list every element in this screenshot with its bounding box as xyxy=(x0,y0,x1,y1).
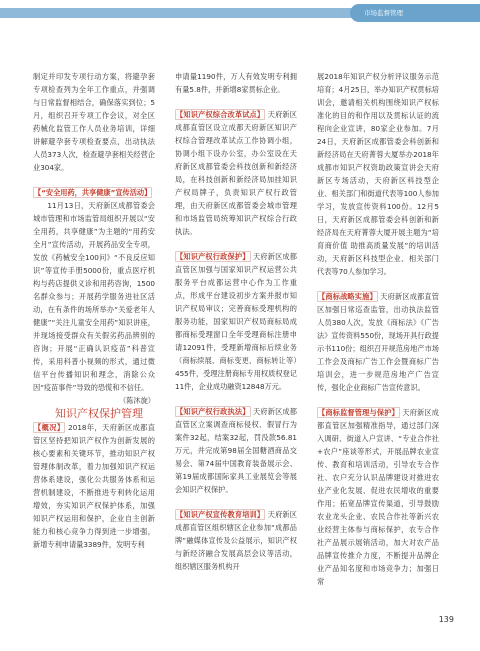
paragraph-text: 天府新区成都直管区加强日常巡查监管，出动执法监管人员380人次，发放《商标法》《广告法》宣传资料550份，现场开具行政提示书110份；组织召开规范房地产市场工作会及商标广告工作会暨商标广告培训会，进一步规范房地产广告宣传，强化企业商标广告宣传意识。 xyxy=(317,292,439,392)
section-tag-label: 【“安全用药，共享健康”宣传活动】 xyxy=(34,188,152,197)
paragraph xyxy=(175,250,297,393)
section-tag-label: 【知识产权行政保护】 xyxy=(176,252,250,261)
section-tag-label: 【概况】 xyxy=(34,423,65,432)
paragraph: 展2018年知识产权分析评议服务示范培育；4月25日，举办知识产权贯标培训会，邀请相关机构围绕知识产权标准化的目的和作用以及贯标认证的流程向企业宣讲，80家企业参加。7月24日，天府新区成都管委会科创新和新经济局在天府菁蓉大厦举办2018年成都市知识产权资助政策宣讲会天府新区专场活动，天府新区科技型企业、相关部门和街道代表等100人参加学习，发放宣传资料100份。12月5日，天府新区成都管委会科创新和新经济局在天府菁蓉大厦开展主题为“培育商价值 助推高质量发展”的培训活动，天府新区科技型企业、相关部门代表等70人参加学习。 xyxy=(317,72,439,276)
paragraph: 11月13日，天府新区成都管委会城市管理和市场监管局组织开展以“安全用药，共享健康”为主题的“用药安全月”宣传活动，开展药品安全专项，发放《药械安全100问》“不良反应知识”等宣传手册5000份，重点医疗机构与药店提供义诊和用药咨询，1500名群众参与；开展药学服务进社区活动，在有条件的场所举办“关爱老年人健康”“关注儿童安全用药”知识讲座，并现场接受群众有关假劣药品辨别的咨询；开展“正确认识疫苗”科普宣传，采用科普小视频的形式，通过微信平台传播知识和理念，消除公众因“疫苗事件”导致的恐慌和不信任。 xyxy=(33,201,155,392)
section-title: 知识产权保护管理 xyxy=(55,407,143,420)
section-tag-label: 【商标战略实施】 xyxy=(318,292,377,301)
section-header: 市场监督管理 xyxy=(350,4,480,22)
author-signoff: （陈沐旋） xyxy=(119,396,155,405)
paragraph xyxy=(175,508,297,573)
column-1 xyxy=(33,70,155,551)
paragraph: 申请量1190件，万人有效发明专利拥有量5.8件，并新增8家贯标企业。 xyxy=(175,72,297,94)
paragraph xyxy=(317,290,439,394)
paragraph xyxy=(175,108,297,238)
section-tag-label: 【知识产权综合改革试点】 xyxy=(176,110,265,119)
section-tag xyxy=(33,186,155,199)
paragraph-text: 2018年，天府新区成都直管区坚持把知识产权作为创新发展的核心要素和关键环节，推动知识产权管理体制改革，着力加强知识产权运营体系建设，强化公共服务体系和运营机制建设，不断推进专利转化运用增效，夯实知识产权保护体系，加强知识产权运用和保护，企业自主创新能力和核心竞争力得到进一步增强，新增专利申请量3389件，发明专利 xyxy=(33,423,155,549)
page-number: 139 xyxy=(438,615,454,624)
section-tag-label: 【知识产权行政执法】 xyxy=(176,407,250,416)
column-3 xyxy=(317,70,439,588)
paragraph-text: 天府新区成都直管区设立成都天府新区知识产权综合管理改革试点工作协调小组，协调小组下设办公室，办公室设在天府新区成都管委会科技创新和新经济局，在科技创新和新经济局加挂知识产权局牌子，负责知识产权行政管理，由天府新区成都管委会城市管理和市场监管局统筹知识产权综合行政执法。 xyxy=(175,110,297,236)
paragraph: 制定并印发专项行动方案，将避孕套专项检查列为全年工作重点，并强调与日常监督相结合，确保落实到位；5月，组织召开专项工作会议，对全区药械化监管工作人员业务培训，详细讲解避孕套专项检查要点，出动执法人员373人次，检查避孕套相关经营企业304家。 xyxy=(33,72,155,172)
paragraph-text: 天府新区成都直管区加强精准指导，通过部门深入调研、街道入户宣讲、“专业合作社+农户”座谈等形式，开展品牌农业宣传、教育和培训活动，引导农专合作社、农户充分认识品牌建设对推进农业产业化发展、促进农民增收的重要作用；拓宽品牌宣传渠道，引导鼓励农业龙头企业、农民合作社等新兴农业经营主体参与商标保护，农专合作社产品展示展销活动，加大对农产品品牌宣传推介力度，不断提升品牌企业产品知名度和市场竞争力；加强日常 xyxy=(317,408,439,586)
paragraph xyxy=(33,421,155,551)
column-2 xyxy=(175,70,297,573)
paragraph xyxy=(317,406,439,588)
paragraph-text: 天府新区成都直管区组织辖区企业参加“成都品牌”融媒体宣传及公益展示，知识产权与新经济融合发展高层会议等活动，组织辖区服务机构开 xyxy=(175,510,297,571)
paragraph-text: 天府新区成都直管区加强与国家知识产权运营公共服务平台成都运营中心作为工作重点，形成平台建设初步方案并报市知识产权局审议；完善商标受理机构的服务功能，国家知识产权局商标局成都商标受理窗口全年受理商标注册申请12091件，受理新增商标后续业务（商标续展、商标变更、商标转让等）455件，受理注册商标专用权质权登记11件，企业成功融资12848万元。 xyxy=(175,252,297,391)
section-tag-label: 【商标监督管理与保护】 xyxy=(318,408,399,417)
section-tag-label: 【知识产权宣传教育培训】 xyxy=(176,510,265,519)
paragraph-text: 天府新区成都直管区立案调查商标侵权、假冒行为案件32起，结案32起，罚没款56.81万元，并完成第98届全国糖酒商品交易会、第74届中国教育装备展示会、第19届成都国际家具工业展览会等展会知识产权保护。 xyxy=(175,407,297,494)
paragraph xyxy=(175,405,297,496)
